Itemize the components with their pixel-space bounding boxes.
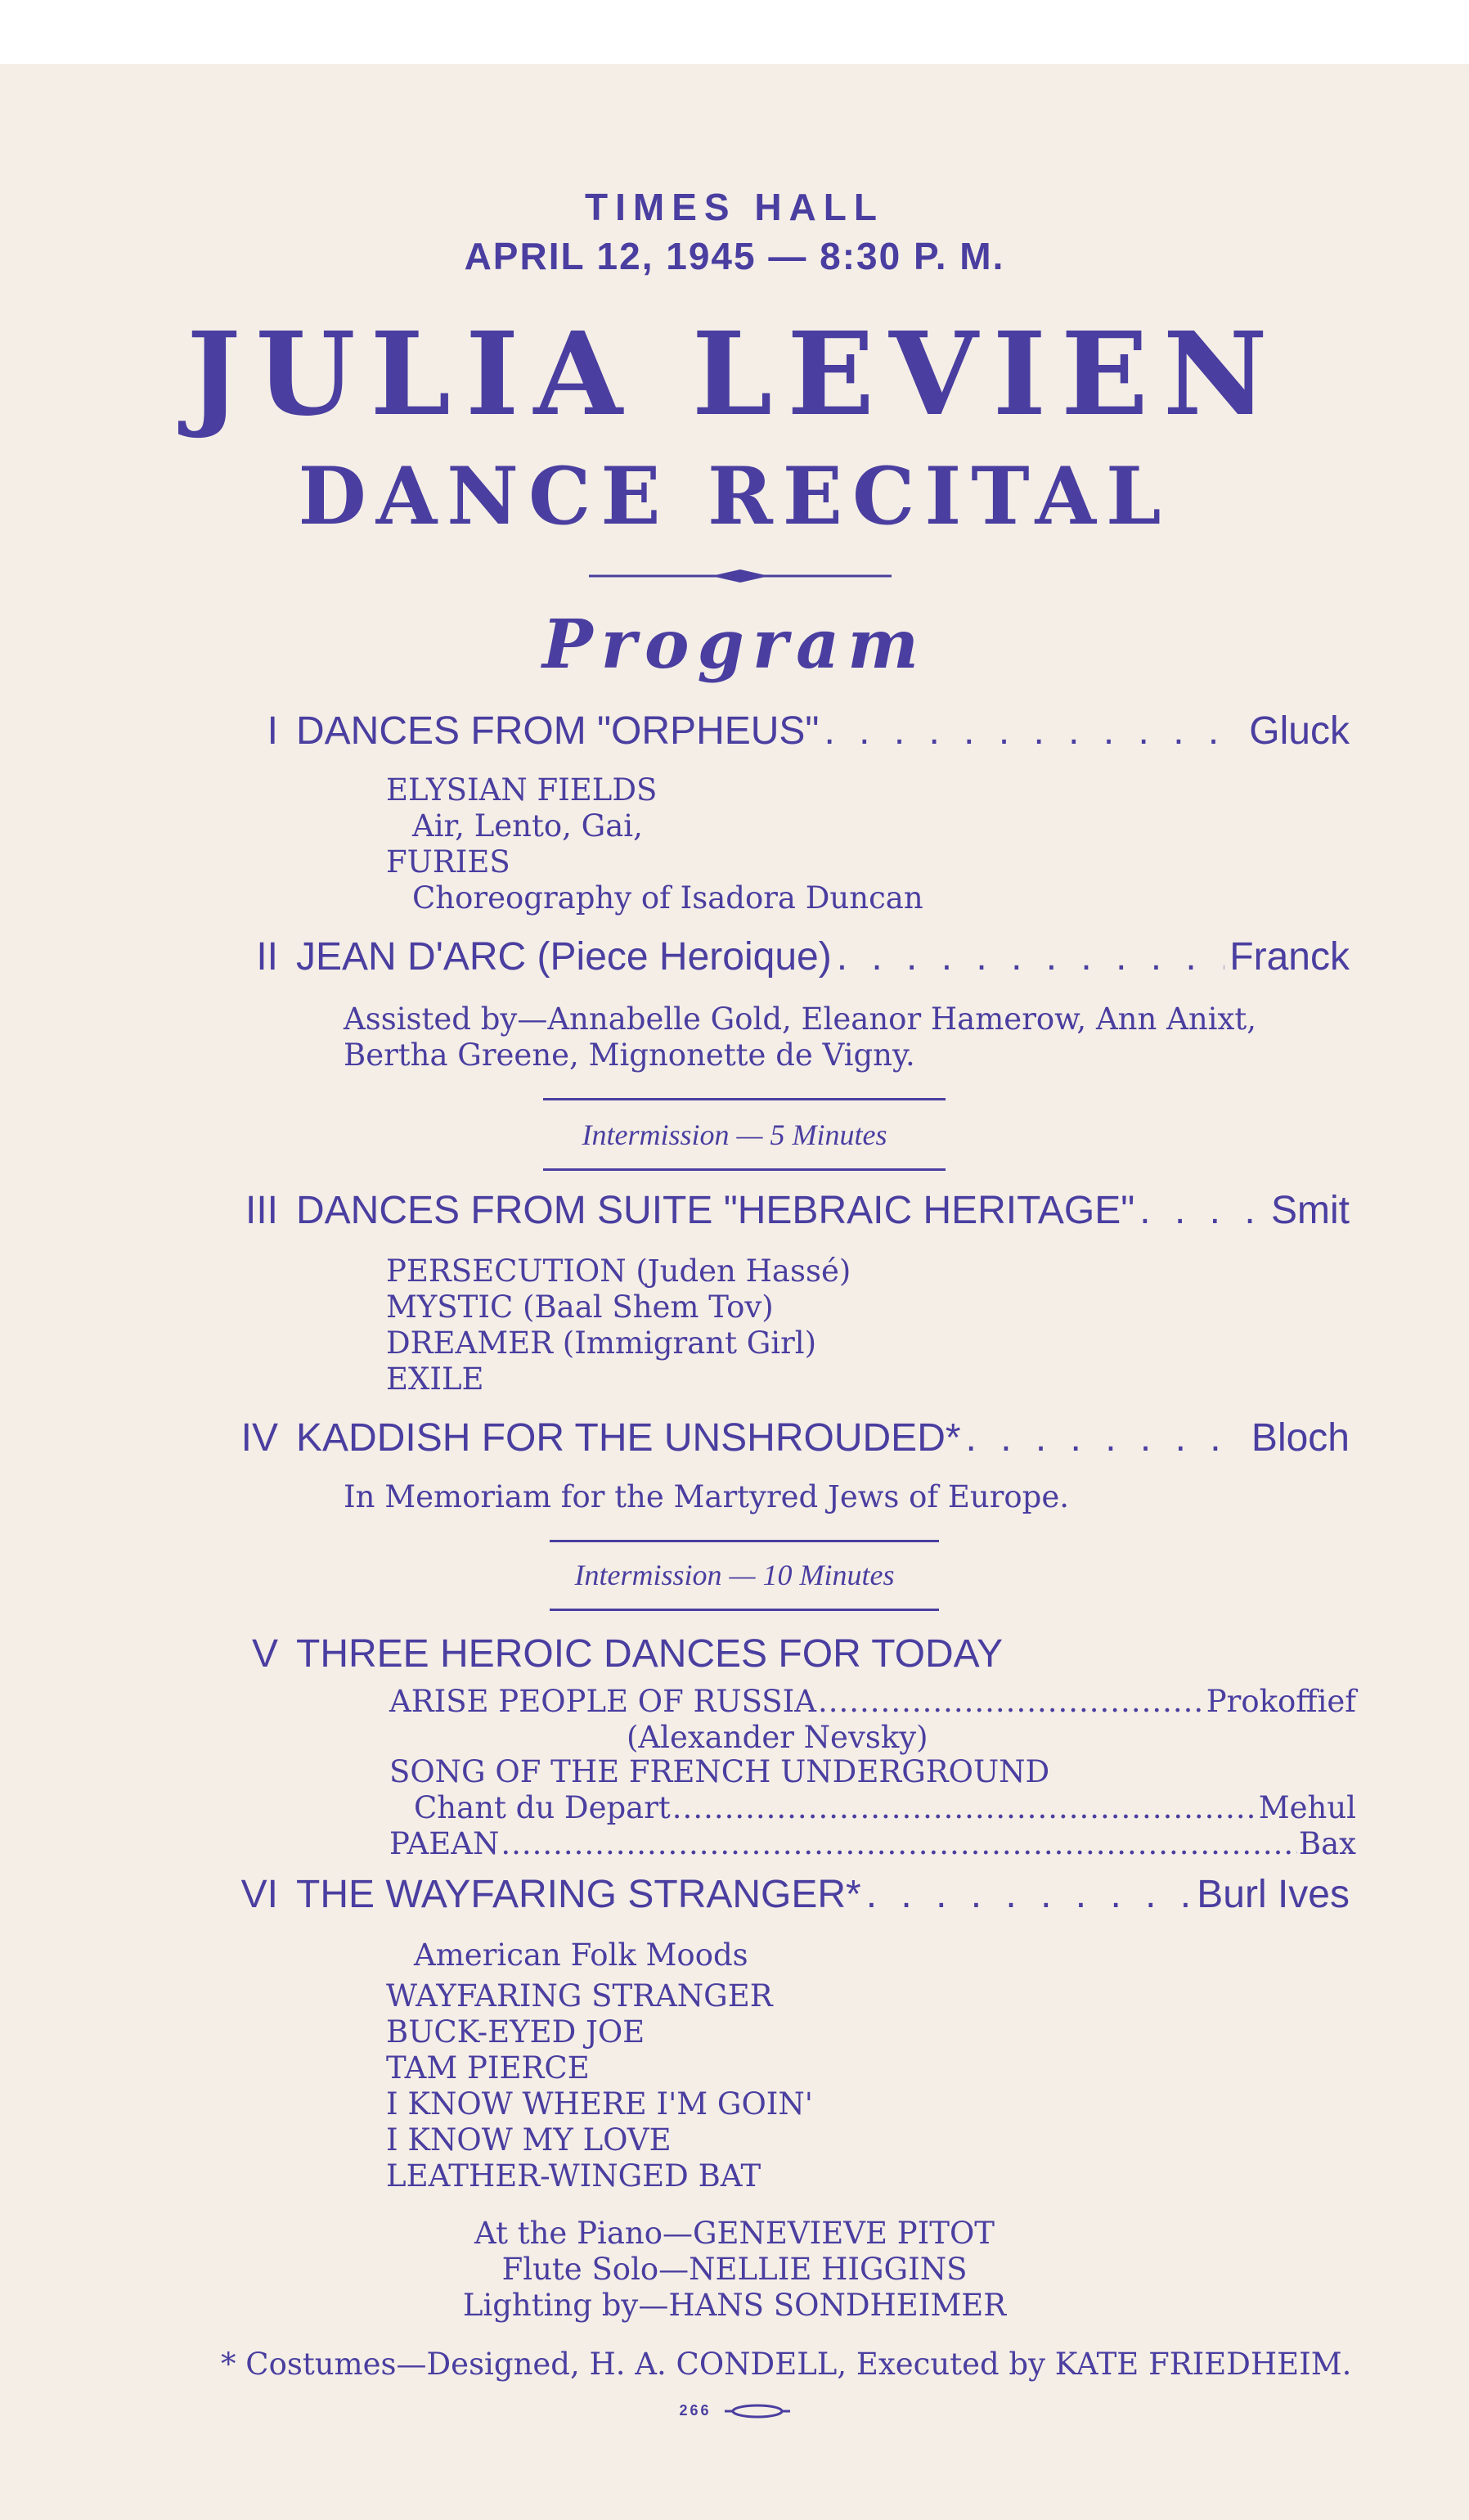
section-number: II xyxy=(256,935,278,979)
leader-dots xyxy=(824,709,1244,754)
section-title: THE WAYFARING STRANGER* xyxy=(296,1873,861,1916)
performer-name: JULIA LEVIEN xyxy=(186,308,1283,442)
section-6-heading xyxy=(204,1872,1350,1917)
section-1-heading xyxy=(204,709,1350,754)
date-line: APRIL 12, 1945 — 8:30 P. M. xyxy=(464,235,1005,277)
section-title: THREE HEROIC DANCES FOR TODAY xyxy=(296,1632,1004,1676)
venue: TIMES HALL xyxy=(585,186,884,228)
list-item xyxy=(414,1790,1356,1825)
section-2-heading xyxy=(204,934,1350,979)
union-label-icon xyxy=(725,2403,790,2419)
printer-code-number: 266 xyxy=(679,2402,712,2419)
list-item: I KNOW WHERE I'M GOIN' xyxy=(386,2086,813,2122)
leader-dots xyxy=(966,1415,1247,1460)
section-composer: Franck xyxy=(1229,935,1350,979)
program-heading: Program xyxy=(542,605,927,684)
divider xyxy=(543,1168,946,1171)
list-item: EXILE xyxy=(386,1361,484,1397)
list-item: SONG OF THE FRENCH UNDERGROUND xyxy=(389,1754,1050,1789)
divider xyxy=(543,1098,946,1100)
list-item: In Memoriam for the Martyred Jews of Europe. xyxy=(344,1479,1070,1514)
section-number: VI xyxy=(240,1873,278,1916)
section-number: V xyxy=(251,1632,278,1676)
costume-credit: * Costumes—Designed, H. A. CONDELL, Executed by KATE FRIEDHEIM. xyxy=(221,2347,1352,2382)
divider-ornament-icon xyxy=(589,566,892,586)
list-item: (Alexander Nevsky) xyxy=(627,1720,928,1755)
list-item: Bertha Greene, Mignonette de Vigny. xyxy=(344,1037,915,1073)
section-composer: Burl Ives xyxy=(1197,1873,1350,1916)
leader-dots xyxy=(501,1826,1297,1861)
list-item: MYSTIC (Baal Shem Tov) xyxy=(386,1289,774,1325)
list-item: ELYSIAN FIELDS xyxy=(386,772,658,808)
section-composer: Smit xyxy=(1271,1189,1350,1232)
list-item: Choreography of Isadora Duncan xyxy=(412,880,923,916)
list-item: TAM PIERCE xyxy=(386,2050,590,2086)
list-item: WAYFARING STRANGER xyxy=(386,1978,773,2014)
lighting-credit: Lighting by—HANS SONDHEIMER xyxy=(462,2288,1007,2323)
dance-title: ARISE PEOPLE OF RUSSIA xyxy=(389,1684,816,1719)
list-item xyxy=(389,1684,1356,1719)
divider xyxy=(550,1540,939,1542)
section-3-heading xyxy=(204,1188,1350,1233)
section-number: I xyxy=(267,709,278,753)
dance-composer: Prokoffief xyxy=(1206,1684,1356,1719)
printer-code xyxy=(0,2402,1469,2419)
section-number: III xyxy=(245,1189,278,1232)
dance-composer: Mehul xyxy=(1258,1790,1356,1825)
list-item: FURIES xyxy=(386,844,510,880)
flute-credit: Flute Solo—NELLIE HIGGINS xyxy=(501,2252,968,2287)
leader-dots xyxy=(866,1872,1193,1917)
leader-dots xyxy=(672,1790,1257,1825)
list-item: BUCK-EYED JOE xyxy=(386,2014,645,2050)
list-item xyxy=(389,1826,1356,1861)
piano-credit: At the Piano—GENEVIEVE PITOT xyxy=(474,2216,995,2251)
intermission-note: Intermission — 10 Minutes xyxy=(574,1559,895,1591)
divider xyxy=(550,1609,939,1611)
section-number: IV xyxy=(240,1416,278,1460)
recital-title: DANCE RECITAL xyxy=(298,450,1171,542)
section-composer: Bloch xyxy=(1251,1416,1350,1460)
dance-title: PAEAN xyxy=(389,1826,500,1861)
section-title: KADDISH FOR THE UNSHROUDED* xyxy=(296,1416,961,1460)
list-item: LEATHER-WINGED BAT xyxy=(386,2158,761,2194)
leader-dots xyxy=(837,934,1225,979)
leader-dots xyxy=(818,1684,1205,1719)
section-title: JEAN D'ARC (Piece Heroique) xyxy=(296,935,832,979)
section-title: DANCES FROM "ORPHEUS" xyxy=(296,709,820,753)
dance-title: Chant du Depart xyxy=(414,1790,671,1825)
list-item: DREAMER (Immigrant Girl) xyxy=(386,1325,817,1361)
leader-dots xyxy=(1139,1188,1266,1233)
intermission-note: Intermission — 5 Minutes xyxy=(582,1118,887,1151)
dance-composer: Bax xyxy=(1298,1826,1356,1861)
section-title: DANCES FROM SUITE "HEBRAIC HERITAGE" xyxy=(296,1189,1135,1232)
section-4-heading xyxy=(204,1415,1350,1460)
list-item: I KNOW MY LOVE xyxy=(386,2122,672,2158)
section-5-heading xyxy=(204,1631,1350,1676)
list-item: PERSECUTION (Juden Hassé) xyxy=(386,1253,851,1289)
list-item: American Folk Moods xyxy=(414,1937,748,1973)
list-item: Air, Lento, Gai, xyxy=(412,808,643,844)
section-composer: Gluck xyxy=(1249,709,1350,753)
list-item: Assisted by—Annabelle Gold, Eleanor Hamerow, Ann Anixt, xyxy=(344,1001,1256,1037)
